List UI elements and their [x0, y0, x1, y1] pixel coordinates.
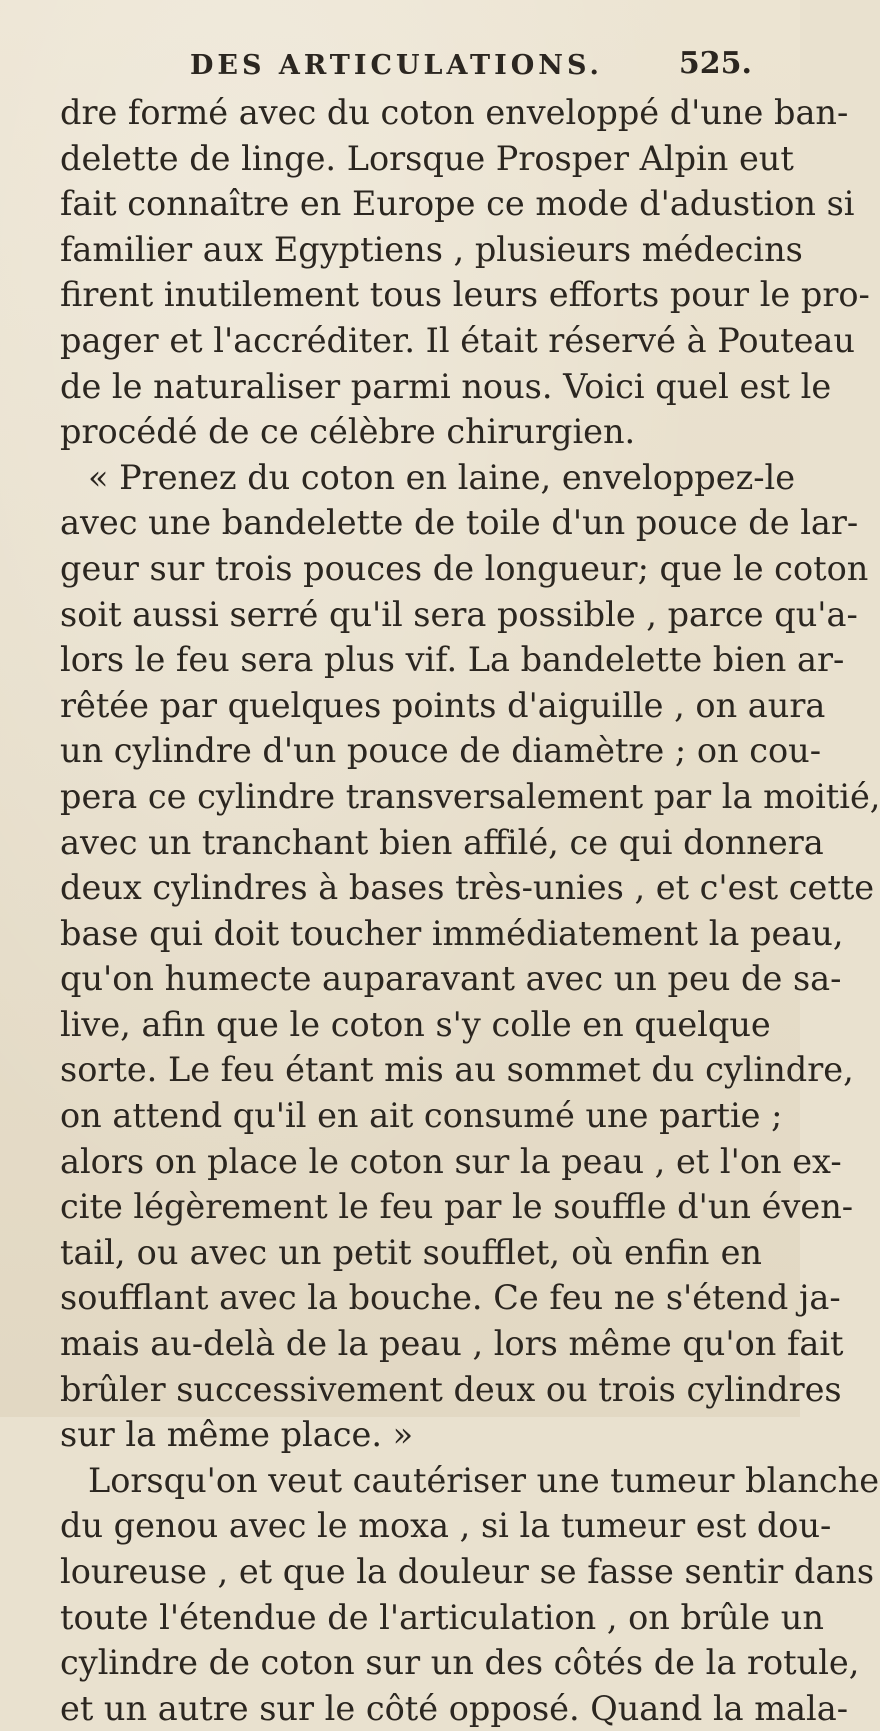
text-line: deux cylindres à bases très-unies , et c'est cette [60, 868, 875, 908]
text-line: cylindre de coton sur un des côtés de la rotule, [60, 1643, 860, 1683]
text-line: live, afin que le coton s'y colle en quelque [60, 1004, 771, 1044]
text-line: loureuse , et que la douleur se fasse sentir dans [60, 1552, 875, 1591]
text-line: cite légèrement le feu par le souffle d'un éven- [60, 1187, 854, 1227]
text-line: pera ce cylindre transversalement par la moitié, [60, 776, 880, 816]
text-line: avec un tranchant bien affilé, ce qui donnera [60, 822, 824, 862]
text-line: alors on place le coton sur la peau , et l'on ex- [60, 1141, 842, 1181]
text-line: familier aux Egyptiens , plusieurs médecins [60, 229, 803, 269]
text-line: et un autre sur le côté opposé. Quand la mala- [60, 1688, 849, 1728]
text-line: on attend qu'il en ait consumé une partie ; [60, 1096, 783, 1136]
text-line: mais au-delà de la peau , lors même qu'on fait [60, 1324, 844, 1364]
text-line: sorte. Le feu étant mis au sommet du cylindre, [60, 1050, 854, 1090]
body-text [60, 90, 880, 1731]
text-line: base qui doit toucher immédiatement la peau, [60, 913, 844, 953]
text-line: un cylindre d'un pouce de diamètre ; on cou- [60, 731, 822, 771]
page-header [60, 42, 762, 86]
text-line: toute l'étendue de l'articulation , on brûle un [60, 1597, 824, 1637]
text-line: rêtée par quelques points d'aiguille , on aura [60, 685, 826, 725]
text-line: firent inutilement tous leurs efforts pour le pro- [60, 275, 870, 315]
text-line: procédé de ce célèbre chirurgien. [60, 412, 636, 452]
running-head: DES ARTICULATIONS. [190, 50, 603, 81]
text-line: du genou avec le moxa , si la tumeur est dou- [60, 1506, 832, 1546]
text-line: dre formé avec du coton enveloppé d'une ban- [60, 93, 849, 132]
text-line: sur la même place. » [60, 1415, 414, 1455]
text-line: qu'on humecte auparavant avec un peu de sa- [60, 959, 842, 999]
text-line: fait connaître en Europe ce mode d'adustion si [60, 184, 855, 224]
text-line: de le naturaliser parmi nous. Voici quel est le [60, 366, 832, 406]
text-line: lors le feu sera plus vif. La bandelette bien ar- [60, 640, 845, 680]
text-line: Lorsqu'on veut cautériser une tumeur blanche [88, 1460, 880, 1500]
text-line: delette de linge. Lorsque Prosper Alpin eut [60, 138, 794, 178]
text-line: soufflant avec la bouche. Ce feu ne s'étend ja- [60, 1278, 841, 1318]
text-line: tail, ou avec un petit soufflet, où enfin en [60, 1232, 762, 1272]
text-line: pager et l'accréditer. Il était réservé à Pouteau [60, 320, 855, 360]
text-line: « Prenez du coton en laine, enveloppez-le [88, 457, 796, 497]
text-line: avec une bandelette de toile d'un pouce de lar- [60, 503, 859, 543]
text-line: brûler successivement deux ou trois cylindres [60, 1369, 842, 1409]
text-line: geur sur trois pouces de longueur; que le coton [60, 548, 869, 588]
page-number: 525. [678, 46, 752, 81]
text-line: soit aussi serré qu'il sera possible , parce qu'a- [60, 594, 858, 634]
